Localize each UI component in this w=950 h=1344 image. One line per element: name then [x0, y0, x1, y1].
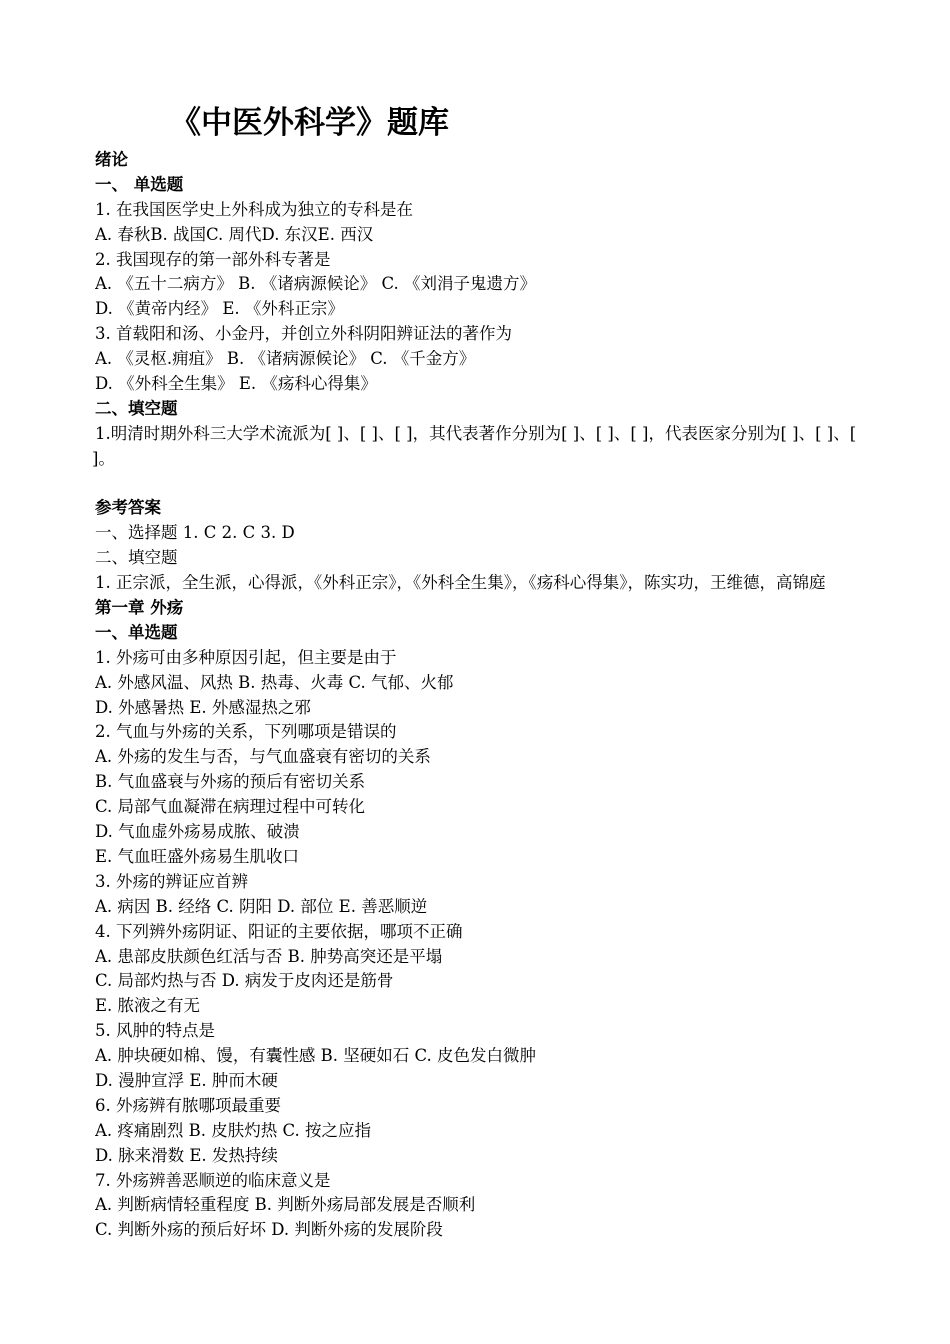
- text-line: A. 《五十二病方》 B. 《诸病源候论》 C. 《刘涓子鬼遗方》: [95, 274, 537, 294]
- text-line: 7. 外疡辨善恶顺逆的临床意义是: [95, 1170, 331, 1190]
- text-line: C. 判断外疡的预后好坏 D. 判断外疡的发展阶段: [95, 1220, 443, 1240]
- text-line: D. 外感暑热 E. 外感湿热之邪: [95, 697, 311, 717]
- text-line: D. 《外科全生集》 E. 《疡科心得集》: [95, 374, 377, 394]
- text-line: E. 气血旺盛外疡易生肌收口: [95, 846, 300, 866]
- section-heading: 一、单选题: [95, 622, 178, 642]
- text-line: A. 外感风温、风热 B. 热毒、火毒 C. 气郁、火郁: [95, 672, 454, 692]
- text-line: D. 气血虚外疡易成脓、破溃: [95, 822, 300, 842]
- text-line: 5. 风肿的特点是: [95, 1021, 215, 1041]
- section-heading: 第一章 外疡: [95, 598, 184, 618]
- text-line: C. 局部灼热与否 D. 病发于皮肉还是筋骨: [95, 971, 394, 991]
- text-line: C. 局部气血凝滞在病理过程中可转化: [95, 797, 366, 817]
- text-line: D. 《黄帝内经》 E. 《外科正宗》: [95, 299, 344, 319]
- document-title: 《中医外科学》题库: [170, 105, 449, 141]
- text-line: 3. 首载阳和汤、小金丹，并创立外科阴阳辨证法的著作为: [95, 324, 512, 344]
- text-line: 3. 外疡的辨证应首辨: [95, 871, 248, 891]
- text-line: A. 春秋B. 战国C. 周代D. 东汉E. 西汉: [95, 224, 374, 244]
- section-heading: 绪论: [95, 150, 128, 169]
- text-line: A. 外疡的发生与否，与气血盛衰有密切的关系: [95, 747, 431, 767]
- blank-line: [95, 472, 950, 497]
- text-line: A. 《灵枢.痈疽》 B. 《诸病源候论》 C. 《千金方》: [95, 349, 476, 369]
- text-line: A. 肿块硬如棉、馒，有囊性感 B. 坚硬如石 C. 皮色发白微肿: [95, 1046, 537, 1066]
- section-heading: 一、 单选题: [95, 174, 184, 194]
- text-line: A. 病因 B. 经络 C. 阴阳 D. 部位 E. 善恶顺逆: [95, 896, 428, 916]
- text-line: E. 脓液之有无: [95, 996, 201, 1016]
- text-line: B. 气血盛衰与外疡的预后有密切关系: [95, 772, 366, 792]
- text-line: ]。: [92, 448, 115, 468]
- text-line: 1. 在我国医学史上外科成为独立的专科是在: [95, 199, 413, 219]
- text-line: 一、选择题 1. C 2. C 3. D: [95, 523, 295, 543]
- document-body: [92, 148, 950, 1243]
- text-line: D. 脉来滑数 E. 发热持续: [95, 1145, 278, 1165]
- text-line: A. 疼痛剧烈 B. 皮肤灼热 C. 按之应指: [95, 1120, 372, 1140]
- section-heading: 参考答案: [95, 498, 161, 518]
- text-line: 1. 外疡可由多种原因引起，但主要是由于: [95, 647, 397, 667]
- text-line: 2. 我国现存的第一部外科专著是: [95, 249, 331, 269]
- text-line: D. 漫肿宣浮 E. 肿而木硬: [95, 1070, 278, 1090]
- text-line: 4. 下列辨外疡阴证、阳证的主要依据，哪项不正确: [95, 921, 463, 941]
- text-line: A. 患部皮肤颜色红活与否 B. 肿势高突还是平塌: [95, 946, 443, 966]
- text-line: 2. 气血与外疡的关系，下列哪项是错误的: [95, 722, 397, 742]
- text-line: 二、填空题: [95, 548, 178, 568]
- text-line: A. 判断病情轻重程度 B. 判断外疡局部发展是否顺利: [95, 1195, 476, 1215]
- section-heading: 二、填空题: [95, 398, 178, 418]
- text-line: 1.明清时期外科三大学术流派为[ ]、[ ]、[ ]，其代表著作分别为[ ]、[ ]、[ ]，代表医家分别为[ ]、[ ]、[: [95, 423, 857, 443]
- text-line: 1. 正宗派，全生派，心得派，《外科正宗》，《外科全生集》，《疡科心得集》，陈实功，王维德，高锦庭: [95, 573, 826, 593]
- text-line: 6. 外疡辨有脓哪项最重要: [95, 1095, 281, 1115]
